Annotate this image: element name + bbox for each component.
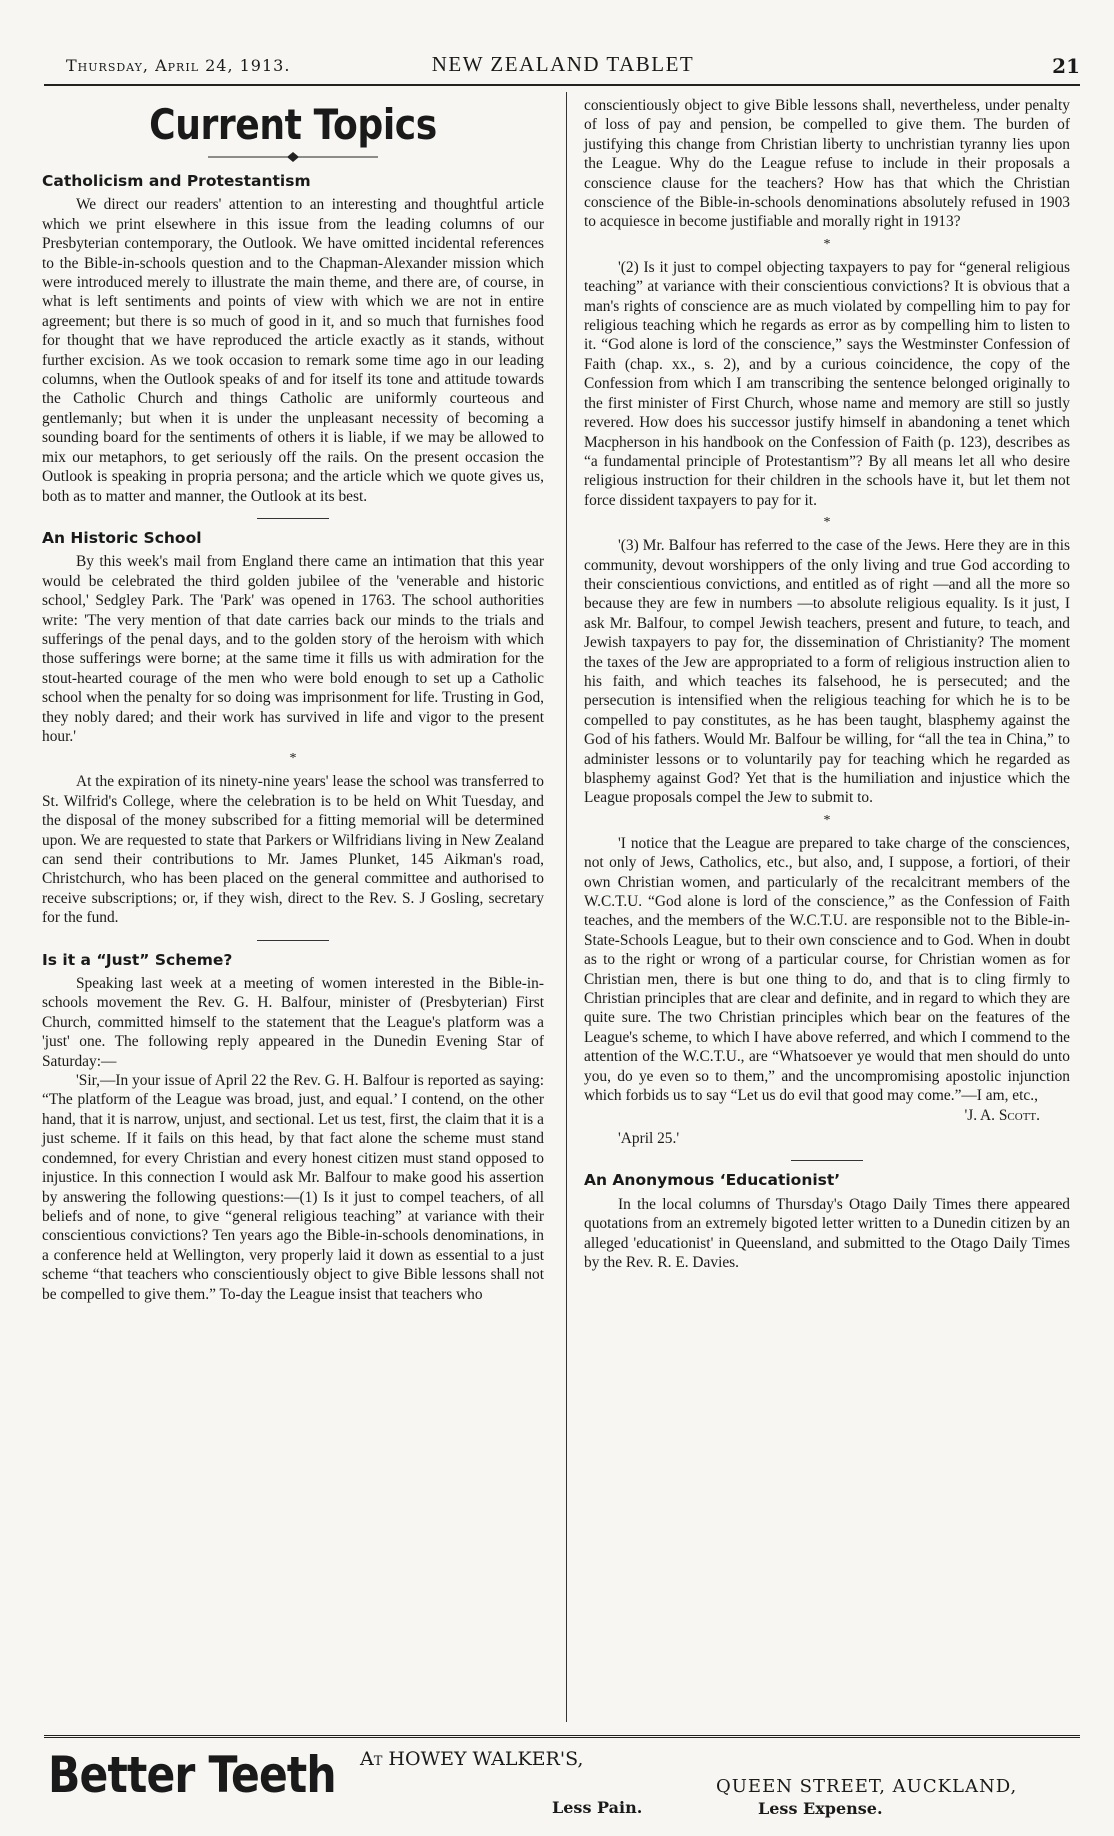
section-heading-anonymous-educationist: An Anonymous ‘Educationist’	[584, 1171, 841, 1190]
page-number: 21	[1052, 54, 1080, 78]
letter-signature: 'J. A. Scott.	[964, 1106, 1040, 1124]
section-divider	[257, 518, 329, 519]
advert-less-pain: Less Pain.	[552, 1798, 643, 1817]
asterism: *	[823, 236, 831, 252]
paragraph: '(3) Mr. Balfour has referred to the case of the Jews. Here they are in this community, devout worshippers of the only living and true God according to their conscientious convictions, and entitled as of right —and all the more so because they are few in numbers —to absolute religious equality. Is it just, I ask Mr. Balfour, to compel Jewish teachers, present and future, to teach, and Jewish taxpayers to pay for, the dissemination of Christianity? The moment the taxes of the Jew are appropriated to a form of religious instruction alien to his faith, and which teaches its falsehood, he is persecuted; and the persecution is intensified when the religious teaching for which he is to be compelled to pay constitutes, as he has been taught, blasphemy against the God of his fathers. Would Mr. Balfour be willing, for “all the tea in China,” to administer lessons or to voluntarily pay for teaching which he regarded as blasphemy against God? Yet that is the humiliation and injustice which the League proposals compel the Jew to submit to.	[584, 537, 1070, 807]
advert-less-expense: Less Expense.	[758, 1799, 883, 1818]
masthead	[38, 52, 1088, 82]
asterism: *	[289, 751, 297, 767]
section-heading-just-scheme: Is it a “Just” Scheme?	[42, 950, 233, 969]
letter-date: 'April 25.'	[618, 1129, 680, 1147]
title-ornament	[208, 152, 378, 162]
section-heading-catholicism: Catholicism and Protestantism	[42, 172, 311, 190]
paragraph: conscientiously object to give Bible lessons shall, nevertheless, under penalty of loss of pay and pension, be compelled to give them. The burden of justifying this change from Christian liberty to unchristian tyranny lies upon the League. Why do the League refuse to include in their proposals a conscience clause for the teachers? How has that which the Christian conscience of the Bible-in-schools denominations absolutely refused in 1903 to acquiesce in become justifiable and morally right in 1913?	[584, 97, 1070, 231]
advertisement	[44, 1742, 1080, 1822]
asterism: *	[823, 812, 831, 828]
advert-at-line: At HOWEY WALKER'S,	[360, 1748, 584, 1770]
advert-headline: Better Teeth	[48, 1746, 336, 1804]
paragraph: '(2) Is it just to compel objecting taxpayers to pay for “general religious teaching” at variance with their conscientious convictions? It is obvious that a man's rights of conscience are as much violated by compelling him to pay for religious teaching which he regards as error as by compelling him to listen to it. “God alone is lord of the conscience,” says the Westminster Confession of Faith (chap. xx., s. 2), and by a curious coincidence, the copy of the Confession from which I am transcribing the sentence belonged originally to the first minister of First Church, whose name and memory are still so justly revered. How does his successor justify himself in abandoning a tenet which Macpherson in his handbook on the Confession of Faith (p. 123), describes as “a fundamental principle of Protestantism”? By all means let all who desire religious instruction for their children in the schools have it, but let them not force dissident taxpayers to pay for it.	[584, 258, 1070, 509]
header-rule	[44, 84, 1080, 86]
left-column	[42, 96, 544, 1304]
paragraph: 'Sir,—In your issue of April 22 the Rev. G. H. Balfour is reported as saying: “The platform of the League was broad, just, and equal.’ I contend, on the other hand, that it is narrow, unjust, and sectional. Let us test, first, the claim that it is a just scheme. If it fails on this head, by that fact alone the scheme must stand condemned, for every Christian and every honest citizen must stand opposed to injustice. In this connection I would ask Mr. Balfour to make good his assertion by answering the following questions:—(1) Is it just to compel teachers, of all beliefs and of none, to give “general religious teaching” at variance with their conscientious convictions? Ten years ago the Bible-in-schools denominations, in a conference held at Wellington, very properly laid it down as essential to a just scheme “that teachers who conscientiously object to give Bible lessons shall not be compelled to give them.” To-day the League insist that teachers who	[42, 1072, 544, 1303]
section-divider	[257, 940, 329, 941]
paragraph: Speaking last week at a meeting of women interested in the Bible-in-schools movement the Rev. G. H. Balfour, minister of (Presbyterian) First Church, committed himself to the statement that the League's platform was a 'just' one. The following reply appeared in the Dunedin Evening Star of Saturday:—	[42, 975, 544, 1070]
paragraph: 'I notice that the League are prepared to take charge of the consciences, not only of Jews, Catholics, etc., but also, and, I suppose, a fortiori, of their own Christian women, and particularly of the recalcitrant members of the W.C.T.U. “God alone is lord of the conscience,” as the Confession of Faith teaches, and the members of the W.C.T.U. are responsible not to the Bible-in-State-Schools League, but to their own conscience and to God. When in doubt as to the right or wrong of a particular course, for Christian women as for Christian men, there is but one thing to do, and that is to cling firmly to Christian principles that are clear and definite, and in regard to which they are quite sure. The two Christian principles which bear on the features of the League's scheme, to which I have above referred, and which I commend to the attention of the W.C.T.U., are “Whatsoever ye would that men should do unto you, do ye even so to them,” and the uncompromising apostolic injunction which forbids us to say “Let us do evil that good may come.”—I am, etc.,	[584, 834, 1070, 1105]
right-column	[584, 96, 1070, 1272]
paragraph: We direct our readers' attention to an interesting and thoughtful article which we print elsewhere in this issue from the leading columns of our Presbyterian contemporary, the Outlook. We have omitted incidental references to the Bible-in-schools question and to the Chapman-Alexander mission which were introduced merely to illustrate the main theme, and there are, of course, in what is left sentiments and points of view with which we are not in entire agreement; but there is so much of good in it, and so much that furnishes food for thought that we have reproduced the article exactly as it stands, without further excision. As we took occasion to remark some time ago in our leading columns, when the Outlook speaks of and for itself its tone and attitude towards the Catholic Church and things Catholic are uniformly courteous and gentlemanly; but when it is under the unpleasant necessity of becoming a sounding board for the sentiments of others it is liable, if we may be allowed to mix our metaphors, to get seriously off the rails. On the present occasion the Outlook is speaking in propria persona; and the article which we quote gives us, both as to matter and manner, the Outlook at its best.	[42, 196, 544, 505]
section-divider	[791, 1160, 863, 1161]
section-heading-historic-school: An Historic School	[42, 528, 202, 547]
paragraph: By this week's mail from England there came an intimation that this year would be celebrated the third golden jubilee of the 'venerable and historic school,' Sedgley Park. The 'Park' was opened in 1763. The school authorities write: 'The very mention of that date carries back our minds to the trials and sufferings of the penal days, and to the golden story of the heroism with which those sufferings were borne; at the same time it fills us with admiration for the stout-hearted courage of the men who were bold enough to set up a Catholic school when the penalty for so doing was imprisonment for life. Trusting in God, they nobly dared; and their work has survived in life and vigor to the present hour.'	[42, 553, 544, 745]
column-divider	[566, 92, 567, 1722]
issue-date: Thursday, April 24, 1913.	[66, 56, 291, 75]
paragraph: In the local columns of Thursday's Otago Daily Times there appeared quotations from an extremely bigoted letter written to a Dunedin citizen by an alleged 'educationist' in Queensland, and submitted to the Otago Daily Times by the Rev. R. E. Davies.	[584, 1195, 1070, 1271]
newspaper-title: NEW ZEALAND TABLET	[431, 52, 695, 76]
asterism: *	[823, 515, 831, 531]
page-title: Current Topics	[149, 100, 437, 149]
paragraph: At the expiration of its ninety-nine years' lease the school was transferred to St. Wilfrid's College, where the celebration is to be held on Whit Tuesday, and the disposal of the money subscribed for a fitting memorial will be determined upon. We are requested to state that Parkers or Wilfridians living in New Zealand can send their contributions to Mr. James Plunket, 145 Aikman's road, Christchurch, who has been placed on the general committee and authorised to receive subscriptions; or, if they wish, direct to the Rev. S. J Gosling, secretary for the fund.	[42, 773, 544, 927]
advert-rule	[44, 1735, 1080, 1738]
advert-address: QUEEN STREET, AUCKLAND,	[716, 1776, 1018, 1797]
